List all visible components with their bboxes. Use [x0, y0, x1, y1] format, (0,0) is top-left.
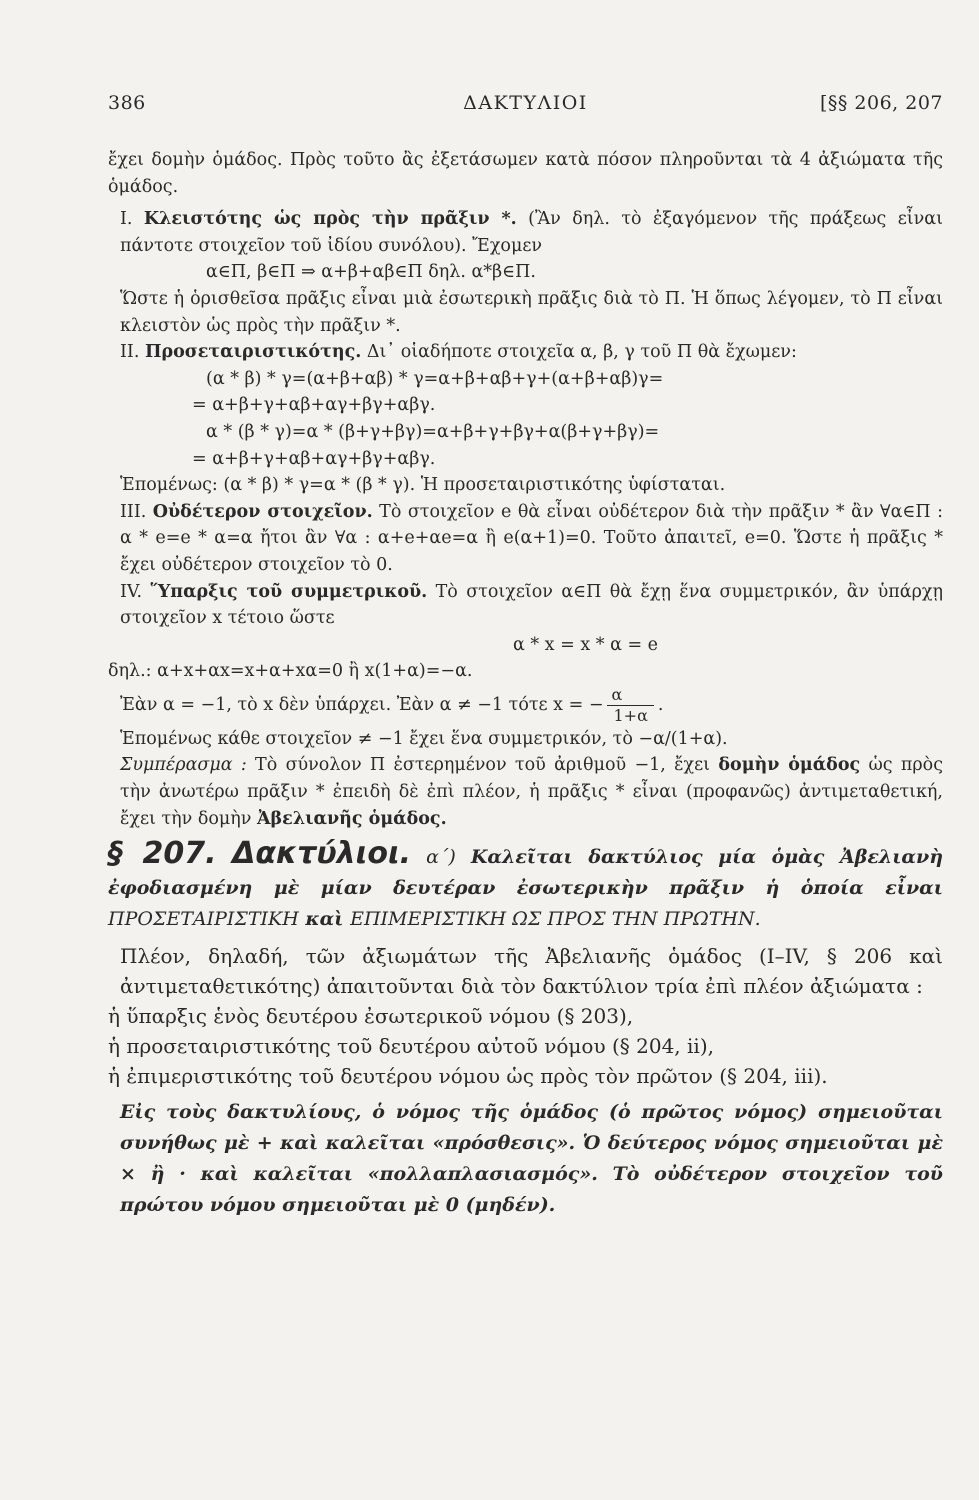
section-207-number: § 207. [108, 836, 217, 872]
page-body [108, 147, 943, 1221]
section-reference: [§§ 206, 207 [819, 92, 943, 114]
axiom-ii-equation-2: = α+β+γ+αβ+αγ+βγ+αβγ. [192, 395, 436, 416]
section-207-title: Δακτύλιοι. [232, 836, 412, 872]
axiom-iv-heading: Ὕπαρξις τοῦ συμμετρικοῦ. [150, 581, 428, 602]
axiom-i-equation: α∈Π, β∈Π ⇒ α+β+αβ∈Π δηλ. α*β∈Π. [206, 262, 536, 283]
axiom-i-heading: Κλειστότης ὡς πρὸς τὴν πρᾶξιν *. [143, 209, 517, 230]
axiom-ii-equation-1: (α * β) * γ=(α+β+αβ) * γ=α+β+αβ+γ+(α+β+αβ)γ= [206, 368, 664, 389]
axiom-list-item-2: ἡ προσεταιριστικότης τοῦ δευτέρου αὐτοῦ νόμου (§ 204, ii), [108, 1034, 714, 1059]
axiom-i-label: I. [120, 209, 133, 230]
axiom-i-text: (Ἂν δηλ. τὸ ἐξαγόμενον τῆς πράξεως εἶναι πάντοτε στοιχεῖον τοῦ ἰδίου συνόλου). Ἔχομεν [120, 209, 943, 256]
summary-bold-group: δομὴν ὁμάδος [718, 755, 861, 776]
axiom-iv-dil: δηλ.: α+x+αx=x+α+xα=0 ἢ x(1+α)=−α. [108, 661, 473, 682]
axiom-list-item-1: ἡ ὕπαρξις ἑνὸς δευτέρου ἐσωτερικοῦ νόμου (§ 203), [108, 1004, 634, 1029]
running-header [108, 92, 943, 122]
axiom-list-item-3: ἡ ἐπιμεριστικότης τοῦ δευτέρου νόμου ὡς πρὸς τὸν πρῶτον (§ 204, iii). [108, 1064, 828, 1089]
axiom-iii-text: Τὸ στοιχεῖον e θὰ εἶναι οὐδέτερον διὰ τὴν πρᾶξιν * ἂν ∀α∈Π : α * e=e * α=α ἤτοι ἂν ∀α : α+e+αe=α ἢ e(α+1)=0. Τοῦτο ἀπαιτεῖ, e=0. Ὥστε ἡ πρᾶξις * ἔχει οὐδέτερον στοιχεῖον τὸ 0. [120, 501, 943, 575]
fraction-numerator: α [611, 684, 623, 704]
intro-paragraph: ἔχει δομὴν ὁμάδος. Πρὸς τοῦτο ἂς ἐξετάσωμεν κατὰ πόσον πληροῦνται τὰ 4 ἀξιώματα τῆς ὁμάδος. [108, 150, 943, 197]
final-paragraph: Εἰς τοὺς δακτυλίους, ὁ νόμος τῆς ὁμάδος (ὁ πρῶτος νόμος) σημειοῦται συνήθως μὲ + καὶ καλεῖται «πρόσθεσις». Ὁ δεύτερος νόμος σημειοῦται μὲ × ἢ · καὶ καλεῖται «πολλαπλασιασμός». Τὸ οὐδέτερον στοιχεῖον τοῦ πρώτου νόμου σημειοῦται μὲ 0 (μηδέν). [120, 1101, 943, 1217]
axiom-ii-equation-4: = α+β+γ+αβ+αγ+βγ+αβγ. [192, 448, 436, 469]
axiom-i-paragraph [108, 206, 943, 259]
page-number: 386 [108, 92, 146, 114]
summary-label: Συμπέρασμα : [120, 755, 247, 776]
axiom-i-conclusion: Ὥστε ἡ ὁρισθεῖσα πρᾶξις εἶναι μιὰ ἐσωτερικὴ πρᾶξις διὰ τὸ Π. Ἡ ὅπως λέγομεν, τὸ Π εἶναι κλειστὸν ὡς πρὸς τὴν πρᾶξιν *. [120, 288, 943, 336]
axiom-iv-paragraph [108, 579, 943, 632]
fraction-denominator: 1+α [607, 705, 653, 726]
axiom-ii-conclusion: Ἑπομένως: (α * β) * γ=α * (β * γ). Ἡ προσεταιριστικότης ὑφίσταται. [120, 475, 726, 496]
axiom-iii-paragraph [108, 499, 943, 579]
axiom-iv-cases-text: Ἐὰν α = −1, τὸ x δὲν ὑπάρχει. Ἐὰν α ≠ −1 τότε x = − [120, 694, 604, 715]
pleon-paragraph: Πλέον, δηλαδή, τῶν ἀξιωμάτων τῆς Ἀβελιανῆς ὁμάδος (I–IV, § 206 καὶ ἀντιμεταθετικότης) ἀπαιτοῦνται διὰ τὸν δακτύλιον τρία ἐπὶ πλέον ἀξιώματα : [120, 944, 943, 999]
summary-paragraph [108, 752, 943, 832]
axiom-iv-cases-end: . [657, 694, 664, 715]
summary-text-c: ὡς πρὸς τὴν ἀνωτέρω πρᾶξιν * ἐπειδὴ δὲ ἐπὶ πλέον, ἡ πρᾶξις * εἶναι (προφανῶς) ἀντιμεταθετική, ἔχει τὴν δομὴν [120, 755, 943, 829]
section-207-caps-1: ΠΡΟΣΕΤΑΙΡΙΣΤΙΚΗ [108, 908, 299, 931]
axiom-ii-text: Δι᾽ οἱαδήποτε στοιχεῖα α, β, γ τοῦ Π θὰ ἔχωμεν: [361, 342, 797, 363]
summary-bold-abelian: Ἀβελιανῆς ὁμάδος. [256, 808, 447, 829]
axiom-iv-label: IV. [120, 581, 143, 602]
axiom-ii-paragraph [108, 339, 943, 366]
book-page [108, 92, 944, 1217]
section-207-caps-2: ΕΠΙΜΕΡΙΣΤΙΚΗ ΩΣ ΠΡΟΣ ΤΗΝ ΠΡΩΤΗΝ. [350, 908, 761, 931]
axiom-iv-equation: α * x = x * α = e [512, 634, 659, 655]
axiom-ii-heading: Προσεταιριστικότης. [144, 342, 362, 363]
axiom-iii-label: III. [120, 501, 147, 522]
axiom-iv-text: Τὸ στοιχεῖον α∈Π θὰ ἔχῃ ἕνα συμμετρικόν, ἂν ὑπάρχῃ στοιχεῖον x τέτοιο ὥστε [120, 581, 943, 629]
section-207-kai: καὶ [298, 908, 351, 931]
axiom-iii-heading: Οὐδέτερον στοιχεῖον. [152, 501, 373, 522]
axiom-iv-conclusion: Ἑπομένως κάθε στοιχεῖον ≠ −1 ἔχει ἕνα συμμετρικόν, τὸ −α/(1+α). [120, 728, 728, 749]
section-207-subpoint: α΄) [411, 846, 471, 869]
section-207-definition-text: Καλεῖται δακτύλιος μία ὁμὰς Ἀβελιανὴ ἐφοδιασμένη μὲ μίαν δευτέραν ἐσωτερικὴν πρᾶξιν ἡ ὁποία εἶναι [108, 846, 944, 900]
running-title: ΔΑΚΤΥΛΙΟΙ [463, 92, 588, 114]
axiom-ii-equation-3: α * (β * γ)=α * (β+γ+βγ)=α+β+γ+βγ+α(β+γ+βγ)= [206, 421, 660, 442]
section-207-definition [108, 838, 943, 935]
summary-text-a: Τὸ σύνολον Π ἐστερημένον τοῦ ἀριθμοῦ −1, ἔχει [246, 755, 719, 776]
axiom-ii-label: II. [120, 342, 140, 363]
axiom-iv-cases [108, 685, 943, 726]
fraction [607, 685, 653, 726]
